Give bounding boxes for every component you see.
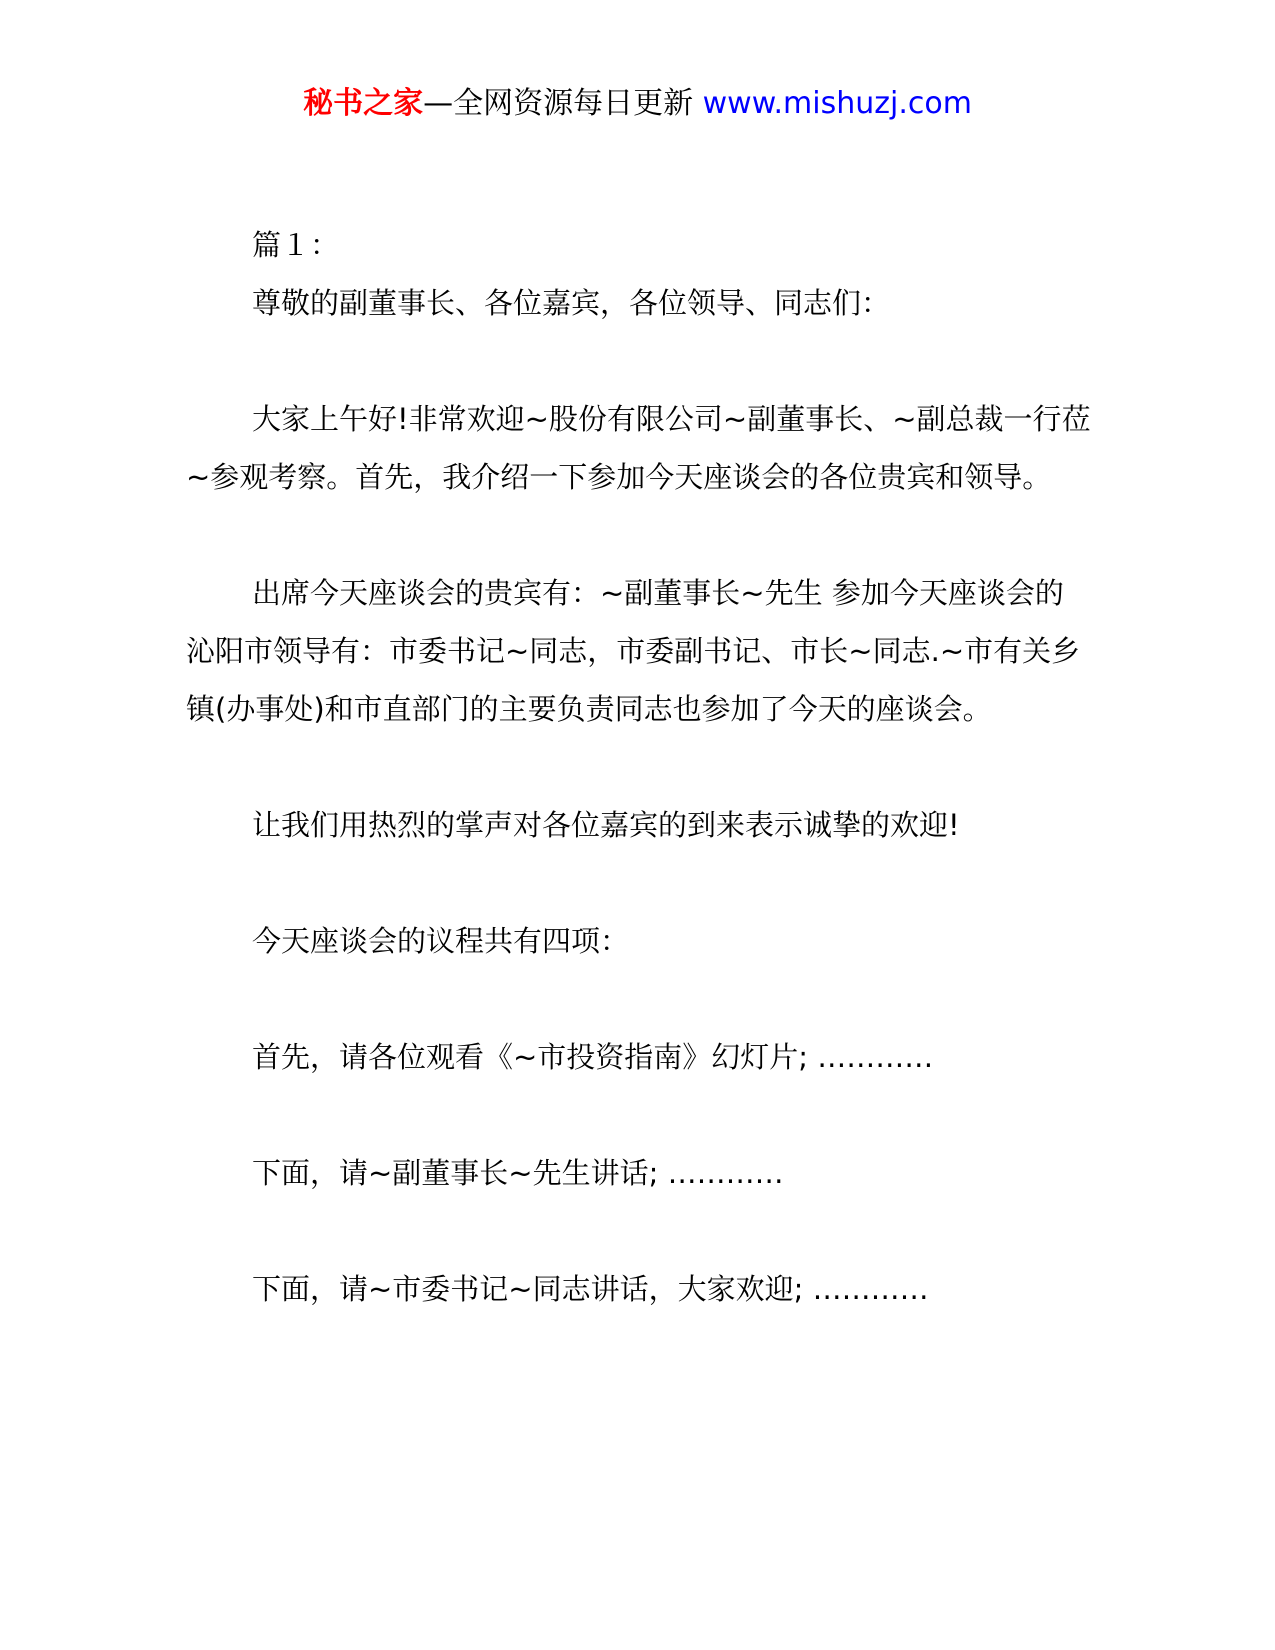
brand-name: 秘书之家: [303, 86, 424, 121]
section-label: 篇１：: [252, 228, 340, 262]
header-slogan: —全网资源每日更新: [423, 86, 703, 121]
site-url-link[interactable]: www.mishuzj.com: [702, 86, 972, 121]
agenda-item-vice-chairman-speech: 下面，请~副董事长~先生讲话; …………: [252, 1156, 784, 1190]
salutation: 尊敬的副董事长、各位嘉宾，各位领导、同志们：: [252, 286, 891, 320]
paragraph-applause: 让我们用热烈的掌声对各位嘉宾的到来表示诚挚的欢迎!: [252, 808, 960, 842]
agenda-item-secretary-speech: 下面，请~市委书记~同志讲话，大家欢迎; …………: [252, 1272, 929, 1306]
paragraph-guests: 出席今天座谈会的贵宾有：~副董事长~先生 参加今天座谈会的沁阳市领导有：市委书记~同志，市委副书记、市长~同志.~市有关乡镇(办事处)和市直部门的主要负责同志也参加了今天的座谈会。: [186, 576, 1081, 726]
paragraph-welcome: 大家上午好!非常欢迎~股份有限公司~副董事长、~副总裁一行莅~参观考察。首先，我介绍一下参加今天座谈会的各位贵宾和领导。: [186, 402, 1091, 494]
document-body: [186, 216, 1091, 1318]
page-header: [0, 82, 1275, 126]
agenda-item-slideshow: 首先，请各位观看《~市投资指南》幻灯片; …………: [252, 1040, 934, 1074]
paragraph-agenda-intro: 今天座谈会的议程共有四项：: [252, 924, 630, 958]
